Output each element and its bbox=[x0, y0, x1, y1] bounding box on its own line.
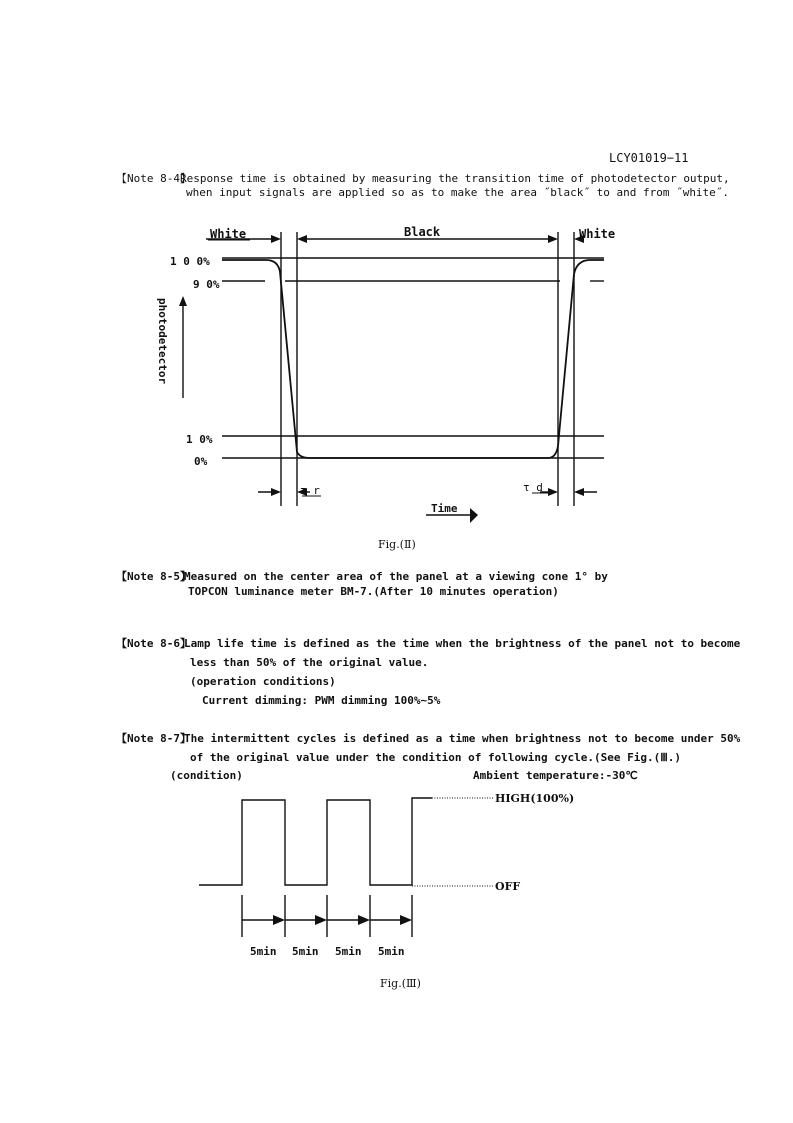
interval-arrowhead-3 bbox=[358, 915, 370, 925]
label-white-left: White bbox=[210, 227, 247, 241]
level-0-label: 0% bbox=[194, 455, 208, 468]
tau-r-arrowhead-left bbox=[271, 488, 281, 496]
note-8-7-line2: of the original value under the condition of following cycle.(See Fig.(Ⅲ.) bbox=[190, 751, 682, 764]
note-8-5-line2: TOPCON luminance meter BM-7.(After 10 minutes operation) bbox=[188, 585, 559, 598]
interval-arrowhead-2 bbox=[315, 915, 327, 925]
level-10-label: 1 0% bbox=[186, 433, 213, 446]
note-8-6-line2: less than 50% of the original value. bbox=[190, 656, 429, 669]
note-8-4-line1: Response time is obtained by measuring the transition time of photodetector output, bbox=[180, 172, 730, 185]
note-8-7-line1: The intermittent cycles is defined as a time when brightness not to become under 50% bbox=[184, 732, 741, 745]
tau-d-arrowhead-right bbox=[574, 488, 584, 496]
tau-d-arrowhead-left bbox=[548, 488, 558, 496]
label-white-right: White bbox=[579, 227, 616, 241]
time-arrowhead bbox=[470, 508, 478, 523]
note-8-6-line1: Lamp life time is defined as the time when the brightness of the panel not to become bbox=[184, 637, 741, 650]
fig-iii-caption: Fig.(Ⅲ) bbox=[380, 977, 421, 990]
note-8-6-line3: (operation conditions) bbox=[190, 675, 336, 688]
interval-label-1: 5min bbox=[250, 945, 277, 958]
tau-r-label: τ r bbox=[300, 484, 320, 497]
black-arrowhead-right bbox=[548, 235, 558, 243]
off-label: OFF bbox=[495, 880, 521, 893]
tau-d-label: τ d bbox=[523, 481, 543, 494]
cycle-waveform bbox=[199, 798, 432, 885]
level-100-label: 1 0 0% bbox=[170, 255, 210, 268]
y-axis-label: photodetector bbox=[156, 298, 169, 385]
note-8-5-tag: 【Note 8-5】 bbox=[116, 570, 191, 583]
black-arrowhead-left bbox=[297, 235, 307, 243]
document-number: LCY01019−11 bbox=[609, 151, 689, 165]
interval-arrowhead-1 bbox=[273, 915, 285, 925]
interval-label-3: 5min bbox=[335, 945, 362, 958]
note-8-7-tag: 【Note 8-7】 bbox=[116, 732, 191, 745]
condition-label: (condition) bbox=[170, 769, 243, 782]
note-8-6-tag: 【Note 8-6】 bbox=[116, 637, 191, 650]
interval-label-2: 5min bbox=[292, 945, 319, 958]
note-8-4-line2: when input signals are applied so as to make the area ˝black˝ to and from ˝white˝. bbox=[186, 186, 730, 199]
note-8-6-line4: Current dimming: PWM dimming 100%~5% bbox=[202, 694, 441, 707]
level-90-label: 9 0% bbox=[193, 278, 220, 291]
response-curve bbox=[222, 260, 604, 458]
label-black: Black bbox=[404, 225, 441, 239]
time-label: Time bbox=[431, 502, 458, 515]
interval-label-4: 5min bbox=[378, 945, 405, 958]
fig-ii-caption: Fig.(Ⅱ) bbox=[378, 538, 416, 551]
ambient-temperature: Ambient temperature:-30℃ bbox=[473, 769, 638, 782]
note-8-4-tag: 【Note 8-4】 bbox=[116, 172, 191, 185]
high-label: HIGH(100%) bbox=[495, 792, 575, 805]
y-axis-arrowhead bbox=[179, 296, 187, 306]
white-left-arrowhead bbox=[271, 235, 281, 243]
interval-arrowhead-4 bbox=[400, 915, 412, 925]
note-8-5-line1: Measured on the center area of the panel at a viewing cone 1° by bbox=[184, 570, 608, 583]
